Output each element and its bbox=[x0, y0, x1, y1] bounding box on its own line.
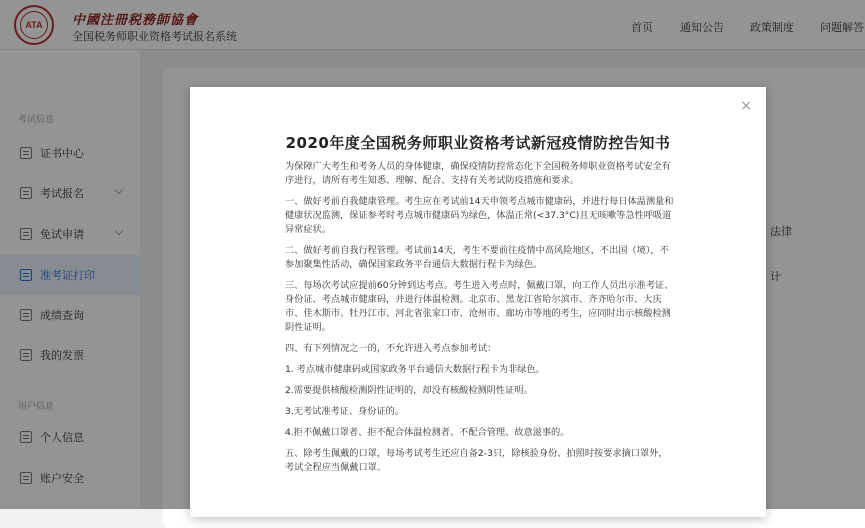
background-text-law: 法律 bbox=[770, 225, 792, 238]
sidebar-item-label: 证书中心 bbox=[40, 147, 84, 160]
notice-paragraph: 三、每场次考试应提前60分钟到达考点。考生进入考点时，佩戴口罩，向工作人员出示准考证、身份证、考点城市健康码，并进行体温检测。北京市、黑龙江省哈尔滨市、齐齐哈尔市、大庆市、佳木斯市、牡丹江市、河北省张家口市、沧州市、廊坊市等地的考生，应同时出示核酸检测阴性证明。 bbox=[285, 280, 674, 333]
notice-paragraph: 为保障广大考生和考务人员的身体健康，确保疫情防控常态化下全国税务师职业资格考试安全有序进行，请所有考生知悉、理解、配合、支持有关考试防疫措施和要求。 bbox=[285, 161, 671, 186]
logo-emblem: ATA bbox=[20, 11, 48, 39]
nav-home[interactable]: 首页 bbox=[631, 21, 653, 34]
notice-paragraph: 五、除考生佩戴的口罩，每场考试考生还应自备2-3只，除核验身份、拍照时按要求摘口罩外，考试全程应当佩戴口罩。 bbox=[285, 448, 668, 473]
modal-title: 2020年度全国税务师职业资格考试新冠疫情防控告知书 bbox=[285, 134, 671, 152]
system-name: 全国税务师职业资格考试报名系统 bbox=[72, 30, 237, 43]
notice-paragraph: 2.需要提供核酸检测阴性证明的，却没有核酸检测阴性证明。 bbox=[285, 385, 533, 396]
section-label-exam: 考试信息 bbox=[18, 115, 55, 125]
sidebar-item-label: 免试申请 bbox=[40, 228, 84, 241]
notice-paragraph: 3.无考试准考证、身份证的。 bbox=[285, 406, 405, 417]
nav-policies[interactable]: 政策制度 bbox=[750, 21, 794, 34]
sidebar-item-label: 我的发票 bbox=[40, 349, 84, 362]
notice-modal bbox=[190, 87, 766, 517]
notice-paragraph: 4.拒不佩戴口罩者、拒不配合体温检测者、不配合管理、故意滋事的。 bbox=[285, 427, 570, 438]
modal-body bbox=[285, 160, 675, 482]
notice-paragraph: 四、有下列情况之一的，不允许进入考点参加考试： bbox=[285, 343, 497, 354]
sidebar-item-label: 个人信息 bbox=[40, 431, 84, 444]
sidebar-item-label: 成绩查询 bbox=[40, 309, 84, 322]
notice-paragraph: 一、做好考前自我健康管理。考生应在考试前14天申领考点城市健康码，并进行每日体温测量和健康状况监测，保证参考时考点城市健康码为绿色，体温正常(<37.3°C)且无咳嗽等急性呼吸道异常症状。 bbox=[285, 196, 674, 235]
notice-paragraph: 二、做好考前自我行程管理。考试前14天，考生不要前往疫情中高风险地区，不出国（境），不参加聚集性活动，确保国家政务平台通信大数据行程卡为绿色。 bbox=[285, 245, 669, 270]
background-text-calc: 计 bbox=[770, 270, 781, 283]
sidebar-item-label: 账户安全 bbox=[40, 472, 84, 485]
brand-name: 中國注冊税務師協會 bbox=[72, 13, 199, 28]
nav-notices[interactable]: 通知公告 bbox=[680, 21, 724, 34]
nav-faq[interactable]: 问题解答 bbox=[820, 21, 864, 34]
sidebar-item-label: 考试报名 bbox=[40, 187, 84, 200]
section-label-user: 用户信息 bbox=[18, 402, 55, 412]
notice-paragraph: 1. 考点城市健康码或国家政务平台通信大数据行程卡为非绿色。 bbox=[285, 364, 545, 375]
sidebar-item-label: 准考证打印 bbox=[40, 269, 95, 282]
close-icon[interactable]: × bbox=[740, 98, 752, 114]
